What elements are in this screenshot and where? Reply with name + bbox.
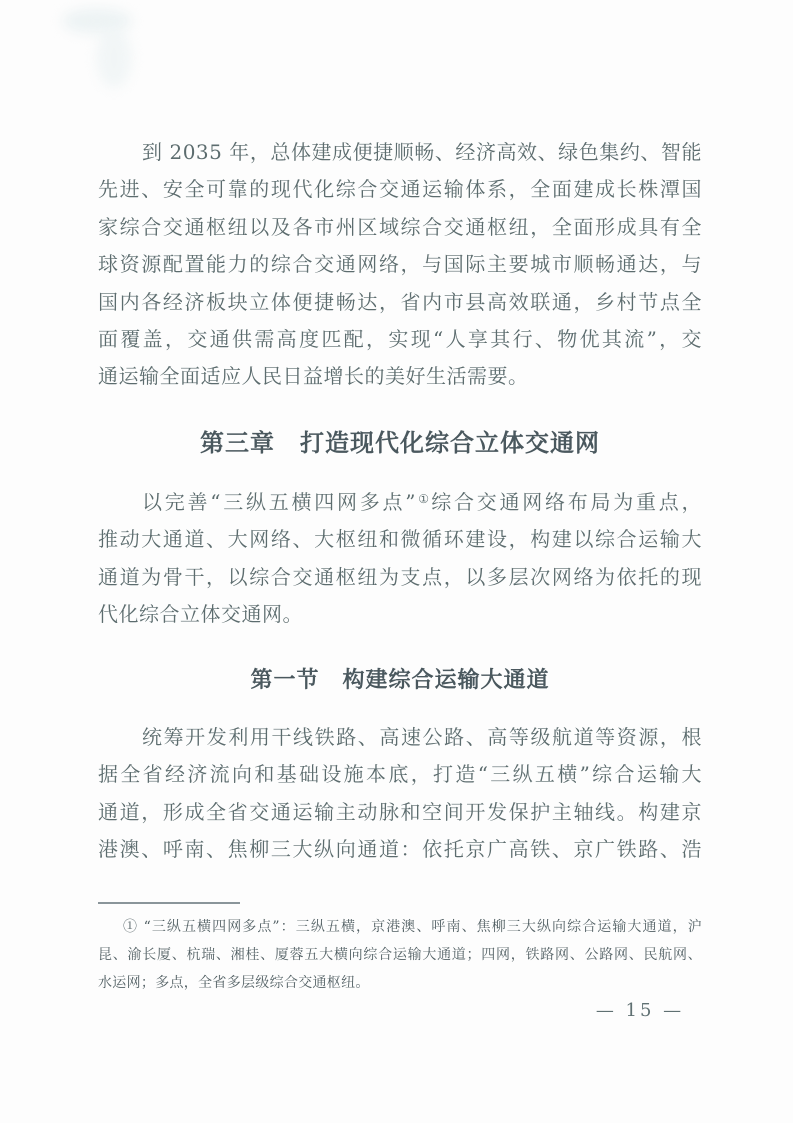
body-line [98,484,702,521]
body-line: 球资源配置能力的综合交通网络，与国际主要城市顺畅通达，与 [98,252,702,277]
body-line: 代化综合立体交通网。 [98,602,303,627]
body-line: 家综合交通枢纽以及各市州区域综合交通枢纽，全面形成具有全 [98,214,702,239]
body-line: 国内各经济板块立体便捷畅达，省内市县高效联通，乡村节点全 [98,289,702,314]
body-line: 港澳、呼南、焦柳三大纵向通道：依托京广高铁、京广铁路、浩 [98,837,702,862]
body-line-text: 综合交通网络布局为重点， [431,490,702,514]
body-line: 通道，形成全省交通运输主动脉和空间开发保护主轴线。构建京 [98,799,702,824]
body-line: 到 2035 年，总体建成便捷顺畅、经济高效、绿色集约、智能 [142,140,702,164]
body-line-text: 以完善“三纵五横四网多点” [142,490,416,514]
footnote [98,913,702,997]
body-line: 先进、安全可靠的现代化综合交通运输体系，全面建成长株潭国 [98,177,702,202]
body-line: 面覆盖，交通供需高度匹配，实现“人享其行、物优其流”，交 [98,326,702,351]
footnote-line: ① “三纵五横四网多点”：三纵五横，京港澳、呼南、焦柳三大纵向综合运输大通道，沪 [123,919,702,935]
paragraph-2035-goals [98,134,702,396]
chapter-3-heading: 第三章 打造现代化综合立体交通网 [200,428,600,457]
footnote-reference: ① [415,492,432,506]
scan-smudge-artifact [96,28,132,88]
paragraph-network-layout [98,484,702,634]
section-1-heading: 第一节 构建综合运输大通道 [250,667,550,693]
footnote-divider [98,902,240,904]
body-line: 推动大通道、大网络、大枢纽和微循环建设，构建以综合运输大 [98,527,702,552]
body-line: 统筹开发利用干线铁路、高速公路、高等级航道等资源，根 [142,725,702,749]
footnote-line: 水运网；多点，全省多层级综合交通枢纽。 [98,975,370,991]
body-line: 通道为骨干，以综合交通枢纽为支点，以多层次网络为依托的现 [98,564,702,589]
body-line: 通运输全面适应人民日益增长的美好生活需要。 [98,364,529,389]
paragraph-corridors [98,719,702,869]
footnote-line: 昆、渝长厦、杭瑞、湘桂、厦蓉五大横向综合运输大通道；四网，铁路网、公路网、民航网、 [98,947,702,963]
body-line: 据全省经济流向和基础设施本底，打造“三纵五横”综合运输大 [98,762,702,787]
page-number: — 15 — [595,1000,685,1021]
